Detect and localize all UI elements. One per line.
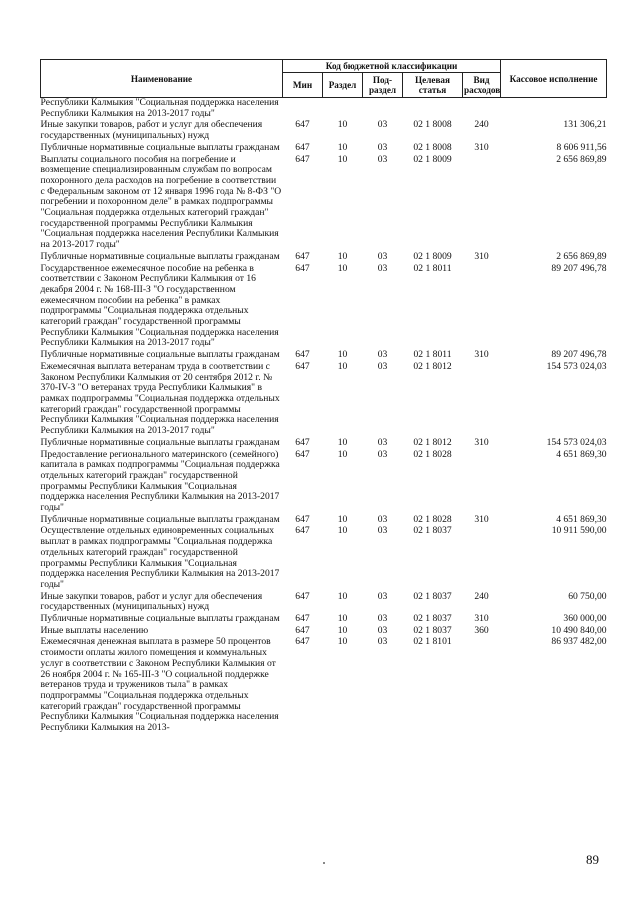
row-vid-rashodov: 240 — [474, 590, 489, 602]
page-number: 89 — [586, 852, 599, 867]
header-celevaya: Целевая статья — [403, 73, 463, 98]
row-razdel: 10 — [337, 262, 348, 274]
row-amount: 154 573 024,03 — [546, 436, 607, 448]
row-vid-rashodov — [463, 155, 501, 252]
row-name: Публичные нормативные социальные выплаты гражданам — [40, 250, 280, 262]
row-podrazdel: 03 — [377, 624, 388, 636]
row-vid-rashodov — [463, 450, 501, 515]
row-amount: 4 651 869,30 — [556, 513, 607, 525]
row-name: Ежемесячная денежная выплата в размере 50 процентов стоимости оплаты жилого помещения и коммунальных услуг в соответствии с Законом Республики Калмыкия от 26 ноября 2004 г. № 165-III-З "О социальной поддержке ветеранов труда и тружеников тыла" в рамках подпрограммы "Социальная поддержка отдельных категорий граждан" государственной программы Республики Калмыкия "Социальная поддержка населения Республики Калмыкия на 2013- — [40, 636, 279, 734]
row-celevaya-statya: 02 1 8009 — [413, 153, 452, 165]
row-vid-rashodov — [463, 264, 501, 351]
row-min: 647 — [295, 141, 310, 153]
row-celevaya-statya: 02 1 8008 — [413, 141, 452, 153]
row-amount: 10 911 590,00 — [551, 525, 607, 537]
row-celevaya-statya: 02 1 8011 — [413, 349, 452, 361]
row-razdel: 10 — [337, 448, 348, 460]
row-amount: 154 573 024,03 — [546, 360, 607, 372]
row-name: Республики Калмыкия "Социальная поддержка населения Республики Калмыкия на 2013-2017 годы" — [40, 97, 279, 119]
row-podrazdel: 03 — [377, 349, 388, 361]
row-amount: 4 651 869,30 — [556, 448, 607, 460]
row-razdel: 10 — [337, 250, 348, 262]
row-min: 647 — [295, 636, 310, 648]
row-vid-rashodov — [463, 98, 501, 121]
row-podrazdel: 03 — [377, 119, 388, 131]
row-min — [283, 98, 323, 121]
row-celevaya-statya: 02 1 8037 — [413, 590, 452, 602]
row-min: 647 — [295, 590, 310, 602]
row-vid-rashodov: 240 — [474, 119, 489, 131]
row-amount: 60 750,00 — [568, 590, 607, 602]
row-name: Ежемесячная выплата ветеранам труда в соответствии с Законом Республики Калмыкия от 20 сентября 2012 г. № 370-IV-З "О ветеранах труда Республики Калмыкия" в рамках подпрограммы "Социальная поддержка отдельных категорий граждан" государственной программы Республики Калмыкия "Социальная поддержка населения Республики Калмыкия на 2013-2017 годы" — [40, 360, 280, 437]
row-vid-rashodov: 310 — [474, 141, 489, 153]
row-celevaya-statya: 02 1 8101 — [413, 636, 452, 648]
table-row — [41, 450, 607, 515]
row-amount: 10 490 840,00 — [551, 624, 607, 636]
row-celevaya-statya: 02 1 8028 — [413, 513, 452, 525]
table-row — [41, 362, 607, 438]
row-min: 647 — [295, 153, 310, 165]
row-celevaya-statya: 02 1 8037 — [413, 525, 452, 537]
row-podrazdel: 03 — [377, 360, 388, 372]
row-razdel: 10 — [337, 525, 348, 537]
row-podrazdel: 03 — [377, 513, 388, 525]
row-vid-rashodov: 360 — [474, 624, 489, 636]
row-min: 647 — [295, 250, 310, 262]
row-celevaya-statya: 02 1 8012 — [413, 360, 452, 372]
row-vid-rashodov — [463, 362, 501, 438]
header-name: Наименование — [41, 60, 283, 98]
row-razdel — [323, 98, 363, 121]
row-podrazdel: 03 — [377, 436, 388, 448]
row-name: Государственное ежемесячное пособие на ребенка в соответствии с Законом Республики Калмыкия от 16 декабря 2004 г. № 168-III-З "О государственном ежемесячном пособии на ребенка" в рамках подпрограммы "Социальная поддержка отдельных категорий граждан" государственной программы Республики Калмыкия "Социальная поддержка населения Республики Калмыкия на 2013-2017 годы" — [40, 262, 279, 349]
row-min: 647 — [295, 360, 310, 372]
table-row — [41, 252, 607, 264]
row-razdel: 10 — [337, 436, 348, 448]
row-razdel: 10 — [337, 624, 348, 636]
row-name: Иные закупки товаров, работ и услуг для обеспечения государственных (муниципальных) нужд — [40, 119, 263, 142]
row-celevaya-statya: 02 1 8012 — [413, 436, 452, 448]
header-kassovoe: Кассовое исполнение — [501, 60, 607, 98]
row-razdel: 10 — [337, 360, 348, 372]
row-vid-rashodov: 310 — [474, 349, 489, 361]
header-razdel: Раздел — [323, 73, 363, 98]
table-row — [41, 526, 607, 591]
row-name: Публичные нормативные социальные выплаты гражданам — [40, 613, 280, 625]
row-amount: 8 606 911,56 — [556, 141, 607, 153]
table-row — [41, 155, 607, 252]
row-vid-rashodov: 310 — [474, 250, 489, 262]
row-name: Выплаты социального пособия на погребение и возмещение специализированным службам по вопросам похоронного дела расходов на погребение в соответствии с Федеральным законом от 12 января 1996 года № 8-ФЗ "О погребении и похоронном деле" в рамках подпрограммы "Социальная поддержка отдельных категорий граждан" государственной программы Республики Калмыкия "Социальная поддержка населения Республики Калмыкия на 2013-2017 годы" — [40, 153, 282, 251]
row-podrazdel — [363, 98, 403, 121]
row-min: 647 — [295, 624, 310, 636]
row-name: Публичные нормативные социальные выплаты гражданам — [40, 436, 280, 448]
row-podrazdel: 03 — [377, 613, 388, 625]
header-vid: Вид расходов — [463, 73, 501, 98]
row-amount: 2 656 869,89 — [556, 153, 607, 165]
row-podrazdel: 03 — [377, 525, 388, 537]
row-podrazdel: 03 — [377, 153, 388, 165]
row-razdel: 10 — [337, 349, 348, 361]
row-celevaya-statya: 02 1 8008 — [413, 119, 452, 131]
row-amount: 131 306,21 — [563, 119, 607, 131]
row-vid-rashodov — [463, 637, 501, 734]
table-row — [41, 592, 607, 614]
table-row — [41, 98, 607, 121]
header-podrazdel: Под-раздел — [363, 73, 403, 98]
row-celevaya-statya: 02 1 8009 — [413, 250, 452, 262]
table-row — [41, 438, 607, 450]
row-vid-rashodov: 310 — [474, 613, 489, 625]
row-podrazdel: 03 — [377, 590, 388, 602]
row-razdel: 10 — [337, 513, 348, 525]
row-amount: 89 207 496,78 — [551, 262, 607, 274]
scan-dot — [323, 862, 325, 864]
row-razdel: 10 — [337, 141, 348, 153]
budget-table — [40, 59, 607, 735]
row-amount — [501, 98, 607, 121]
row-min: 647 — [295, 525, 310, 537]
row-celevaya-statya: 02 1 8028 — [413, 448, 452, 460]
row-celevaya-statya — [403, 98, 463, 121]
row-podrazdel: 03 — [377, 448, 388, 460]
row-min: 647 — [295, 436, 310, 448]
table-body — [41, 98, 607, 735]
row-min: 647 — [295, 613, 310, 625]
row-podrazdel: 03 — [377, 262, 388, 274]
row-amount: 2 656 869,89 — [556, 250, 607, 262]
row-celevaya-statya: 02 1 8011 — [413, 262, 452, 274]
row-razdel: 10 — [337, 119, 348, 131]
row-name: Публичные нормативные социальные выплаты гражданам — [40, 141, 280, 153]
row-razdel: 10 — [337, 153, 348, 165]
row-razdel: 10 — [337, 636, 348, 648]
header-min: Мин — [283, 73, 323, 98]
row-name: Осуществление отдельных единовременных социальных выплат в рамках подпрограммы "Социальная поддержка отдельных категорий граждан" государственной программы Республики Калмыкия "Социальная поддержка населения Республики Калмыкия на 2013-2017 годы" — [40, 525, 280, 590]
row-vid-rashodov: 310 — [474, 436, 489, 448]
row-podrazdel: 03 — [377, 250, 388, 262]
row-celevaya-statya: 02 1 8037 — [413, 613, 452, 625]
row-podrazdel: 03 — [377, 636, 388, 648]
table-header — [41, 60, 607, 98]
row-name: Публичные нормативные социальные выплаты гражданам — [40, 349, 280, 361]
row-name: Публичные нормативные социальные выплаты гражданам — [40, 513, 280, 525]
table-row — [41, 120, 607, 142]
row-name: Иные выплаты населению — [40, 624, 149, 636]
row-min: 647 — [295, 513, 310, 525]
row-min: 647 — [295, 349, 310, 361]
table-row — [41, 637, 607, 734]
row-name: Иные закупки товаров, работ и услуг для обеспечения государственных (муниципальных) нужд — [40, 590, 263, 613]
row-podrazdel: 03 — [377, 141, 388, 153]
row-min: 647 — [295, 262, 310, 274]
row-amount: 89 207 496,78 — [551, 349, 607, 361]
table-row — [41, 143, 607, 155]
table-row — [41, 264, 607, 351]
row-vid-rashodov: 310 — [474, 513, 489, 525]
row-amount: 86 937 482,00 — [551, 636, 607, 648]
row-vid-rashodov — [463, 526, 501, 591]
row-celevaya-statya: 02 1 8037 — [413, 624, 452, 636]
row-razdel: 10 — [337, 613, 348, 625]
table-row — [41, 614, 607, 626]
row-name: Предоставление регионального материнского (семейного) капитала в рамках подпрограммы "Социальная поддержка отдельных категорий граждан" государственной программы Республики Калмыкия "Социальная поддержка населения Республики Калмыкия на 2013-2017 годы" — [40, 448, 280, 514]
header-code-group: Код бюджетной классификации — [283, 60, 501, 73]
row-min: 647 — [295, 119, 310, 131]
row-amount: 360 000,00 — [563, 613, 607, 625]
row-min: 647 — [295, 448, 310, 460]
row-razdel: 10 — [337, 590, 348, 602]
